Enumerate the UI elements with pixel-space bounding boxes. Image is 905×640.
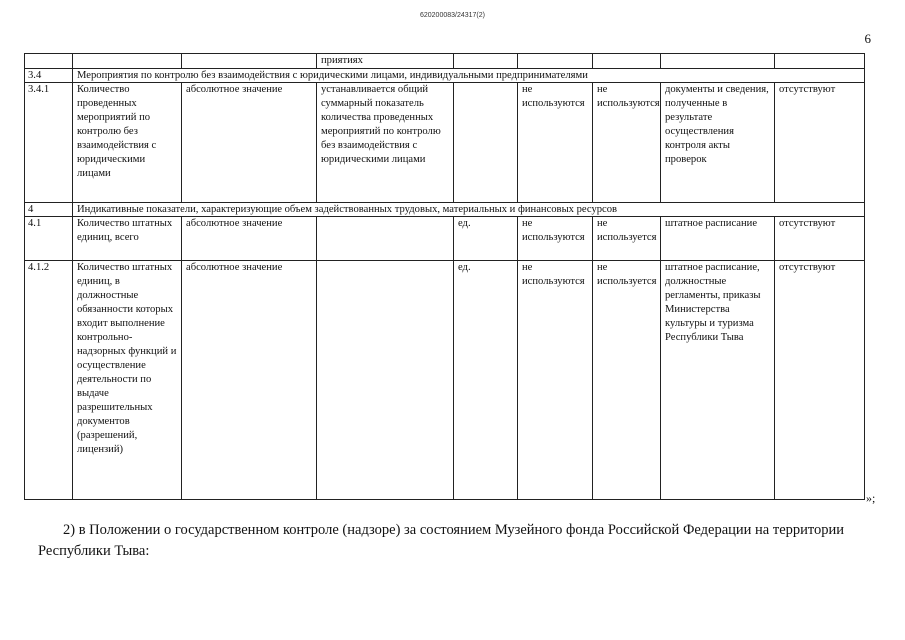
section-row-4 [25, 203, 865, 217]
section-number: 4 [25, 203, 73, 217]
indicator-source: документы и сведения, полученные в результате осуществления контроля акты проверок [661, 83, 775, 203]
body-paragraph: 2) в Положении о государственном контроле (надзоре) за состоянием Музейного фонда Российской Федерации на территории Республики Тыва: [38, 522, 845, 559]
section-title: Индикативные показатели, характеризующие объем задействованных трудовых, материальных и финансовых ресурсов [73, 203, 865, 217]
page-number: 6 [864, 31, 871, 46]
table-row-4-1 [25, 217, 865, 261]
indicator-unit: ед. [454, 261, 518, 500]
table-row-continued [25, 54, 865, 69]
table-row-4-1-2 [25, 261, 865, 500]
indicator-type: абсолютное значение [182, 217, 317, 261]
row-number: 4.1 [25, 217, 73, 261]
table-cell: не используются [518, 217, 593, 261]
closing-quote-mark: »; [866, 491, 876, 505]
indicator-name: Количество штатных единиц, в должностные обязанности которых входит выполнение контрольно-надзорных функций и осуществление деятельности по выдаче разрешительных документов (разрешений, лицензий) [73, 261, 182, 500]
table-cell: отсутствуют [775, 217, 865, 261]
indicator-name: Количество штатных единиц, всего [73, 217, 182, 261]
document-id: 620200083/24317(2) [419, 12, 485, 19]
indicators-table [24, 53, 865, 500]
table-cell: не используются [518, 83, 593, 203]
table-cell: приятиях [317, 54, 454, 69]
table-cell: не используется [593, 261, 661, 500]
section-row-3-4 [25, 69, 865, 83]
indicator-source: штатное расписание, должностные регламенты, приказы Министерства культуры и туризма Республики Тыва [661, 261, 775, 500]
indicator-formula [317, 217, 454, 261]
indicator-type: абсолютное значение [182, 261, 317, 500]
table-cell: не используются [593, 83, 661, 203]
indicator-formula [317, 261, 454, 500]
table-cell: отсутствуют [775, 83, 865, 203]
section-title: Мероприятия по контролю без взаимодействия с юридическими лицами, индивидуальными предпринимателями [73, 69, 865, 83]
row-number: 3.4.1 [25, 83, 73, 203]
table-cell: не используются [518, 261, 593, 500]
table-cell: отсутствуют [775, 261, 865, 500]
indicator-type: абсолютное значение [182, 83, 317, 203]
indicator-source: штатное расписание [661, 217, 775, 261]
indicator-name: Количество проведенных мероприятий по контролю без взаимодействия с юридическими лицами [73, 83, 182, 203]
indicator-unit: ед. [454, 217, 518, 261]
table-cell: не используется [593, 217, 661, 261]
section-number: 3.4 [25, 69, 73, 83]
table-row-3-4-1 [25, 83, 865, 203]
indicator-formula: устанавливается общий суммарный показатель количества проведенных мероприятий по контролю без взаимодействия с юридическими лицами [317, 83, 454, 203]
indicator-unit [454, 83, 518, 203]
row-number: 4.1.2 [25, 261, 73, 500]
